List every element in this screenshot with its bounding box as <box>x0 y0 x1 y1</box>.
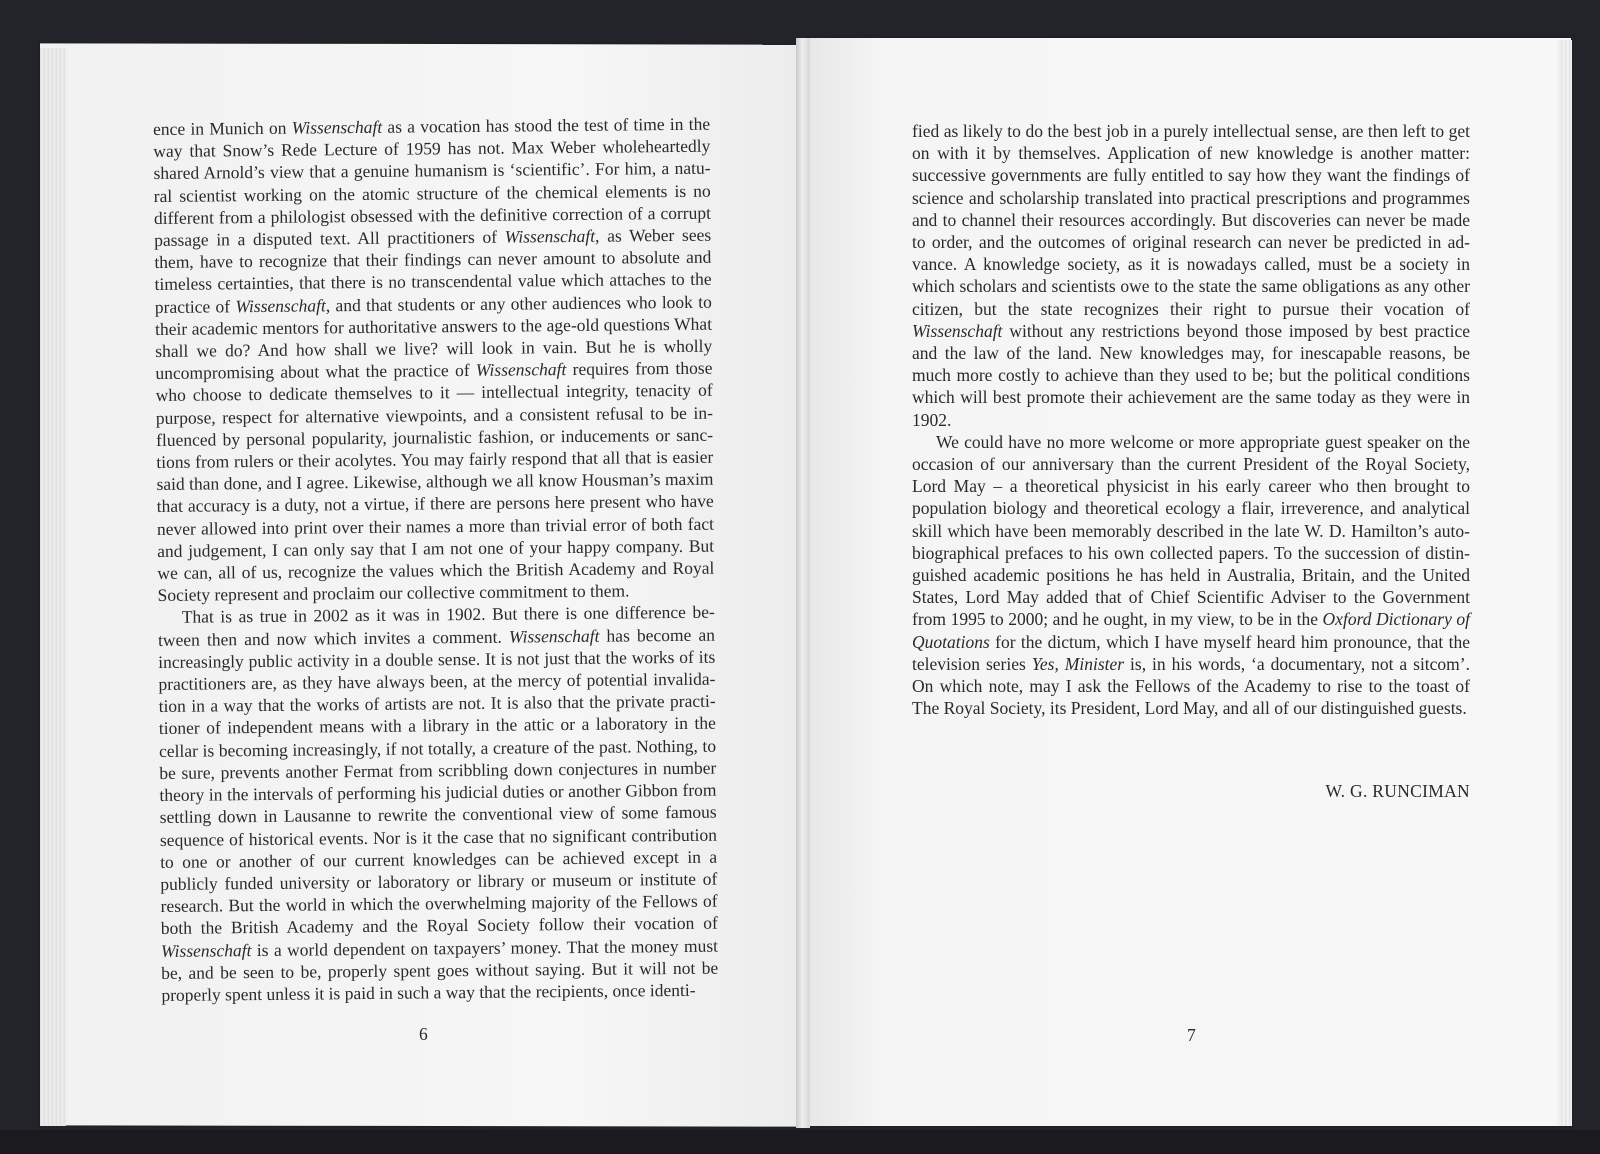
page-number-right: 7 <box>1187 1025 1196 1045</box>
left-page-edges <box>40 48 66 1126</box>
text-run: fied as likely to do the best job in a purely intellectual sense, are then left to get on with it by themselves. Application of new knowledge is another matter: successive governments are fully entitled to say how they want the findings of science and scholarship translated into practical prescriptions and programmes and to channel their resources accordingly. But discoveries can never be made to order, and the outcomes of original research can never be predicted in advance. A knowledge society, as it is nowadays called, must be a society in which scholars and scientists owe to the state the same obligations as any other citizen, but the state recognizes their right to pursue their vocation of <box>912 121 1470 319</box>
right-paragraph-2 <box>912 431 1470 720</box>
italic-text-run: Oxford Dictionary of Quotations <box>912 609 1471 652</box>
left-paragraph-2 <box>158 601 719 1006</box>
italic-text-run: Wissenschaft <box>508 625 600 647</box>
italic-text-run: Wissenschaft <box>235 294 326 316</box>
author-signature: W. G. RUNCIMAN <box>1325 781 1470 801</box>
text-run: is a world dependent on taxpayers’ money. That the money must be, and be seen to be, properly spent goes without saying. But it will not be properly spent unless it is paid in such a way that the recipients, once identi- <box>161 935 719 1005</box>
italic-text-run: Wissenschaft <box>475 359 567 381</box>
italic-text-run: Wissenschaft <box>912 320 1003 341</box>
text-run: , as Weber sees them, have to recognize that their findings can never amount to absolute and timeless certainties, that there is no transcendental value which attaches to the practice of <box>154 224 712 317</box>
right-page-body <box>912 120 1470 719</box>
backdrop <box>0 1130 1600 1154</box>
book-gutter <box>796 38 810 1128</box>
italic-text-run: Wissenschaft <box>160 939 252 961</box>
italic-text-run: Wissenschaft <box>291 116 383 138</box>
text-run: as a vocation has stood the test of time in the way that Snow’s Rede Lecture of 1959 has not. Max Weber wholeheartedly shared Arnold’s view that a genuine humanism is ‘scientific’. For him, a natural scientist working on the atomic structure of the chemical elements is no different from a philologist obsessed with the definitive correction of a corrupt passage in a disputed text. All practitioners of <box>153 113 712 251</box>
text-run: That is as true in 2002 as it was in 1902. But there is one difference between then and now which invites a comment. <box>157 602 715 650</box>
italic-text-run: Wissenschaft <box>504 225 596 247</box>
text-run: is, in his words, ‘a documentary, not a sitcom’. On which note, may I ask the Fellows of the Academy to rise to the toast of The Royal Society, its President, Lord May, and all of our distinguished guests. <box>912 653 1470 719</box>
right-paragraph-1 <box>912 120 1470 431</box>
right-page-edges <box>1558 40 1572 1126</box>
left-page-body <box>153 113 718 1006</box>
text-run: without any restrictions beyond those imposed by best practice and the law of the land. New knowledges may, for inescapable reasons, be much more costly to achieve than they used to be; but the political conditions which will best promote their achievement are the same today as they were in 1902. <box>912 320 1470 430</box>
left-paragraph-1 <box>153 113 715 607</box>
text-run: , and that students or any other audiences who look to their academic mentors for authoritative answers to the age-old questions What shall we do? And how shall we live? will look in vain. But he is wholly uncompromising about what the practice of <box>154 291 713 384</box>
text-run: requires from those who choose to dedicate themselves to it — intellectual integrity, tenacity of purpose, respect for alternative viewpoints, and a consistent refusal to be influenced by personal popularity, journalistic fashion, or inducements or sanctions from rulers or their acolytes. You may fairly respond that all that is easier said than done, and I agree. Likewise, although we all know Housman’s maxim that accuracy is a duty, not a virtue, if there are persons here present who have never allowed into print over their names a more than trivial error of both fact and judgement, I can only say that I am not one of your happy company. But we can, all of us, recognize the values which the British Academy and Royal Society represent and proclaim our collective commitment to them. <box>155 357 715 606</box>
italic-text-run: Yes, Minister <box>1031 653 1125 674</box>
text-run: for the dictum, which I have myself heard him pronounce, that the television series <box>912 631 1470 674</box>
text-run: ence in Munich on <box>153 117 292 139</box>
page-number-left: 6 <box>419 1024 428 1044</box>
text-run: We could have no more welcome or more appropriate guest speaker on the occasion of our anniversary than the current President of the Royal Society, Lord May – a theoretical physicist in his early career who then brought to population biology and theoretical ecology a flair, irreverence, and analytical skill which have been memorably described in the late W. D. Hamilton’s autobiographical prefaces to his own collected papers. To the succession of distinguished academic positions he has held in Australia, Britain, and the United States, Lord May added that of Chief Scientific Adviser to the Government from 1995 to 2000; and he ought, in my view, to be in the <box>912 431 1470 630</box>
text-run: has become an increasingly public activity in a double sense. It is not just that the works of its practitioners are, as they have always been, at the mercy of potential invalidation in a way that the works of artists are not. It is also that the private practitioner of independent means with a library in the attic or a laboratory in the cellar is becoming increasingly, if not totally, a creature of the past. Nothing, to be sure, prevents another Fermat from scribbling down conjectures in number theory in the intervals of performing his judicial duties or another Gibbon from settling down in Lausanne to rewrite the conventional view of some famous sequence of historical events. Nor is it the case that no significant contribution to one or another of our current knowledges can be achieved except in a publicly funded university or laboratory or library or museum or institute of research. But the world in which the overwhelming majority of the Fellows of both the British Academy and the Royal Society follow their vocation of <box>158 624 718 939</box>
